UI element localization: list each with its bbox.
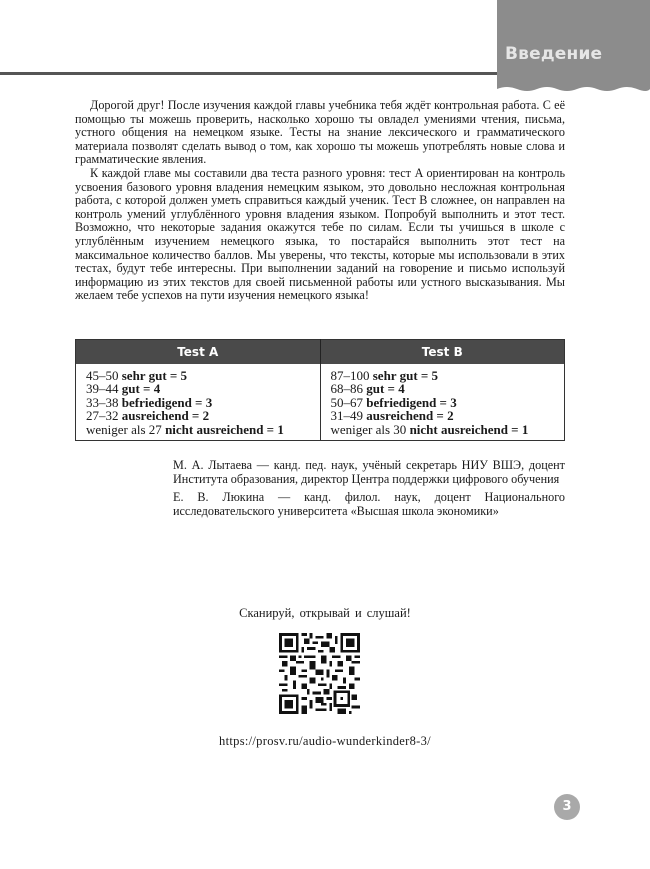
table-row	[331, 369, 555, 382]
grade-label: gut = 4	[121, 381, 161, 397]
score-range: 33–38	[86, 394, 119, 410]
test-a-scale	[76, 364, 321, 441]
grade-label: gut = 4	[366, 381, 405, 397]
qr-code-icon[interactable]	[279, 633, 360, 714]
grade-label: ausreichend = 2	[366, 408, 454, 424]
score-range: weniger als 30	[330, 421, 407, 437]
audio-url-link[interactable]: https://prosv.ru/audio-wunderkinder8-3/	[219, 734, 431, 748]
section-title: Введение	[505, 44, 603, 64]
author-lyukina: Е. В. Люкина — канд. филол. наук, доцент Национального исследовательского университета «Высшая школа экономики»	[173, 490, 565, 518]
table-row	[86, 369, 310, 382]
score-range: 87–100	[330, 368, 370, 383]
grade-label: ausreichend = 2	[121, 408, 210, 424]
grade-label: befriedigend = 3	[121, 394, 213, 410]
page-number-badge: 3	[554, 794, 580, 820]
table-row	[331, 382, 555, 395]
intro-paragraph-1: Дорогой друг! После изучения каждой главы учебника тебя ждёт контрольная работа. С её помощью ты можешь проверить, насколько хорошо ты овладел умениями чтения, письма, устного общения на немецком языке. Тесты на знание лексического и грамматического материала позволят сделать вывод о том, как хорошо ты можешь употреблять новые слова и грамматические явления.	[75, 98, 565, 167]
wave-edge-icon	[497, 85, 650, 95]
score-range: weniger als 27	[86, 421, 162, 437]
score-range: 27–32	[86, 408, 119, 424]
test-b-scale	[320, 364, 565, 441]
author-lytaeva: М. А. Лытаева — канд. пед. наук, учёный секретарь НИУ ВШЭ, доцент Института образования, директор Центра поддержки цифрового обучения	[173, 458, 565, 486]
grade-label: sehr gut = 5	[121, 368, 188, 383]
grade-label: nicht ausreichend = 1	[165, 421, 284, 437]
header-rule	[0, 72, 498, 75]
grade-label: befriedigend = 3	[366, 394, 457, 410]
intro-text	[75, 99, 565, 303]
table-row	[331, 409, 555, 422]
table-row	[86, 396, 310, 409]
intro-paragraph-2: К каждой главе мы составили два теста разного уровня: тест A ориентирован на контроль усвоения базового уровня владения немецким языком, это довольно несложная контрольная работа, с которой должен уметь справиться каждый ученик. Тест B сложнее, он направлен на контроль умений углублённого уровня владения языком. Попробуй выполнить и этот тест. Возможно, что некоторые задания окажутся тебе по силам. Если ты учишься в школе с углублённым изучением немецкого языка, то постарайся выполнить этот тест на максимальное количество баллов. Мы уверены, что тексты, которые мы использовали в этих тестах, будут тебе интересны. При выполнении заданий на говорение и письмо используй информацию из этих текстов для своей письменной работы или устного высказывания. Мы желаем тебе успехов на пути изучения немецкого языка!	[75, 165, 565, 303]
table-row	[86, 382, 310, 395]
table-row	[331, 396, 555, 409]
grade-label: sehr gut = 5	[372, 368, 439, 383]
grade-label: nicht ausreichend = 1	[409, 421, 529, 437]
score-range: 45–50	[86, 368, 119, 383]
table-row	[86, 409, 310, 422]
table-row	[331, 423, 555, 436]
score-range: 68–86	[330, 381, 363, 397]
score-range: 50–67	[330, 394, 363, 410]
test-a-header: Test A	[76, 340, 321, 365]
scan-caption: Сканируй, открывай и слушай!	[239, 606, 411, 620]
score-range: 31–49	[330, 408, 363, 424]
table-row	[86, 423, 310, 436]
authors-block	[173, 459, 565, 523]
grading-table	[75, 339, 565, 441]
score-range: 39–44	[86, 381, 119, 397]
section-tab	[497, 0, 650, 94]
test-b-header: Test B	[320, 340, 565, 365]
